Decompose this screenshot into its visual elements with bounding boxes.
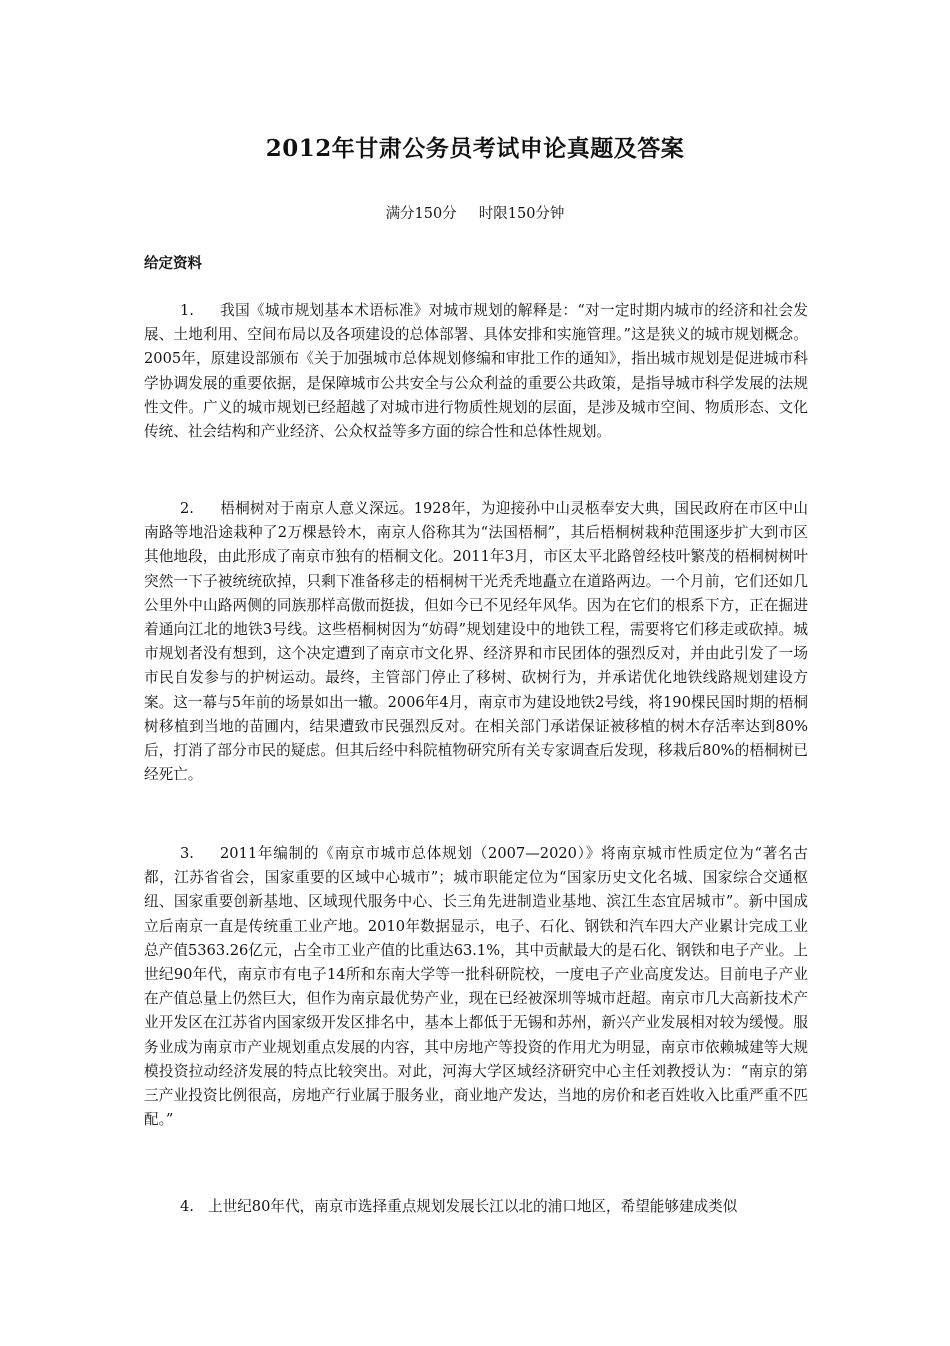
material-paragraph-4 <box>144 1195 808 1219</box>
paragraph-number: 1. <box>180 302 194 319</box>
paragraph-text: 我国《城市规划基本术语标准》对城市规划的解释是：“对一定时期内城市的经济和社会发展、土地利用、空间布局以及各项建设的总体部署、具体安排和实施管理。”这是狭义的城市规划概念。2005年，原建设部颁布《关于加强城市总体规划修编和审批工作的通知》，指出城市规划是促进城市科学协调发展的重要依据，是保障城市公共安全与公众利益的重要公共政策，是指导城市科学发展的法规性文件。广义的城市规划已经超越了对城市进行物质性规划的层面，是涉及城市空间、物质形态、文化传统、社会结构和产业经济、公众权益等多方面的综合性和总体性规划。 <box>144 302 808 441</box>
material-paragraph-3 <box>144 842 808 1132</box>
paragraph-number: 4. <box>180 1198 194 1215</box>
time-limit-info: 时限150分钟 <box>478 206 565 222</box>
material-paragraph-2 <box>144 497 808 787</box>
document-title: 2012年甘肃公务员考试申论真题及答案 <box>265 135 685 162</box>
material-paragraph-1 <box>144 299 808 444</box>
section-heading: 给定资料 <box>144 255 202 272</box>
exam-info <box>0 202 950 223</box>
paragraph-text: 梧桐树对于南京人意义深远。1928年，为迎接孙中山灵柩奉安大典，国民政府在市区中山南路等地沿途栽种了2万棵悬铃木，南京人俗称其为“法国梧桐”，其后梧桐树栽种范围逐步扩大到市区其他地段，由此形成了南京市独有的梧桐文化。2011年3月，市区太平北路曾经枝叶繁茂的梧桐树树叶突然一下子被统统砍掉，只剩下准备移走的梧桐树干光秃秃地矗立在道路两边。一个月前，它们还如几公里外中山路两侧的同族那样高傲而挺拔，但如今已不见经年风华。因为在它们的根系下方，正在掘进着通向江北的地铁3号线。这些梧桐树因为“妨碍”规划建设中的地铁工程，需要将它们移走或砍掉。城市规划者没有想到，这个决定遭到了南京市文化界、经济界和市民团体的强烈反对，并由此引发了一场市民自发参与的护树运动。最终，主管部门停止了移树、砍树行为，并承诺优化地铁线路规划建设方案。这一幕与5年前的场景如出一辙。2006年4月，南京市为建设地铁2号线，将190棵民国时期的梧桐树移植到当地的苗圃内，结果遭致市民强烈反对。在相关部门承诺保证被移植的树木存活率达到80%后，打消了部分市民的疑虑。但其后经中科院植物研究所有关专家调查后发现，移栽后80%的梧桐树已经死亡。 <box>144 500 808 784</box>
paragraph-text: 2011年编制的《南京市城市总体规划（2007—2020）》将南京城市性质定位为“著名古都，江苏省省会，国家重要的区域中心城市”；城市职能定位为“国家历史文化名城、国家综合交通枢纽、国家重要创新基地、区域现代服务中心、长三角先进制造业基地、滨江生态宜居城市”。新中国成立后南京一直是传统重工业产地。2010年数据显示，电子、石化、钢铁和汽车四大产业累计完成工业总产值5363.26亿元，占全市工业产值的比重达63.1%，其中贡献最大的是石化、钢铁和电子产业。上世纪90年代，南京市有电子14所和东南大学等一批科研院校，一度电子产业高度发达。目前电子产业在产值总量上仍然巨大，但作为南京最优势产业，现在已经被深圳等城市赶超。南京市几大高新技术产业开发区在江苏省内国家级开发区排名中，基本上都低于无锡和苏州，新兴产业发展相对较为缓慢。服务业成为南京市产业规划重点发展的内容，其中房地产等投资的作用尤为明显，南京市依赖城建等大规模投资拉动经济发展的特点比较突出。对此，河海大学区域经济研究中心主任刘教授认为：“南京的第三产业投资比例很高，房地产行业属于服务业，商业地产发达，当地的房价和老百姓收入比重严重不匹配。” <box>144 845 808 1129</box>
paragraph-text: 上世纪80年代，南京市选择重点规划发展长江以北的浦口地区，希望能够建成类似 <box>208 1198 738 1215</box>
paragraph-number: 2. <box>180 500 194 517</box>
paragraph-number: 3. <box>180 845 194 862</box>
score-info: 满分150分 <box>385 206 457 222</box>
